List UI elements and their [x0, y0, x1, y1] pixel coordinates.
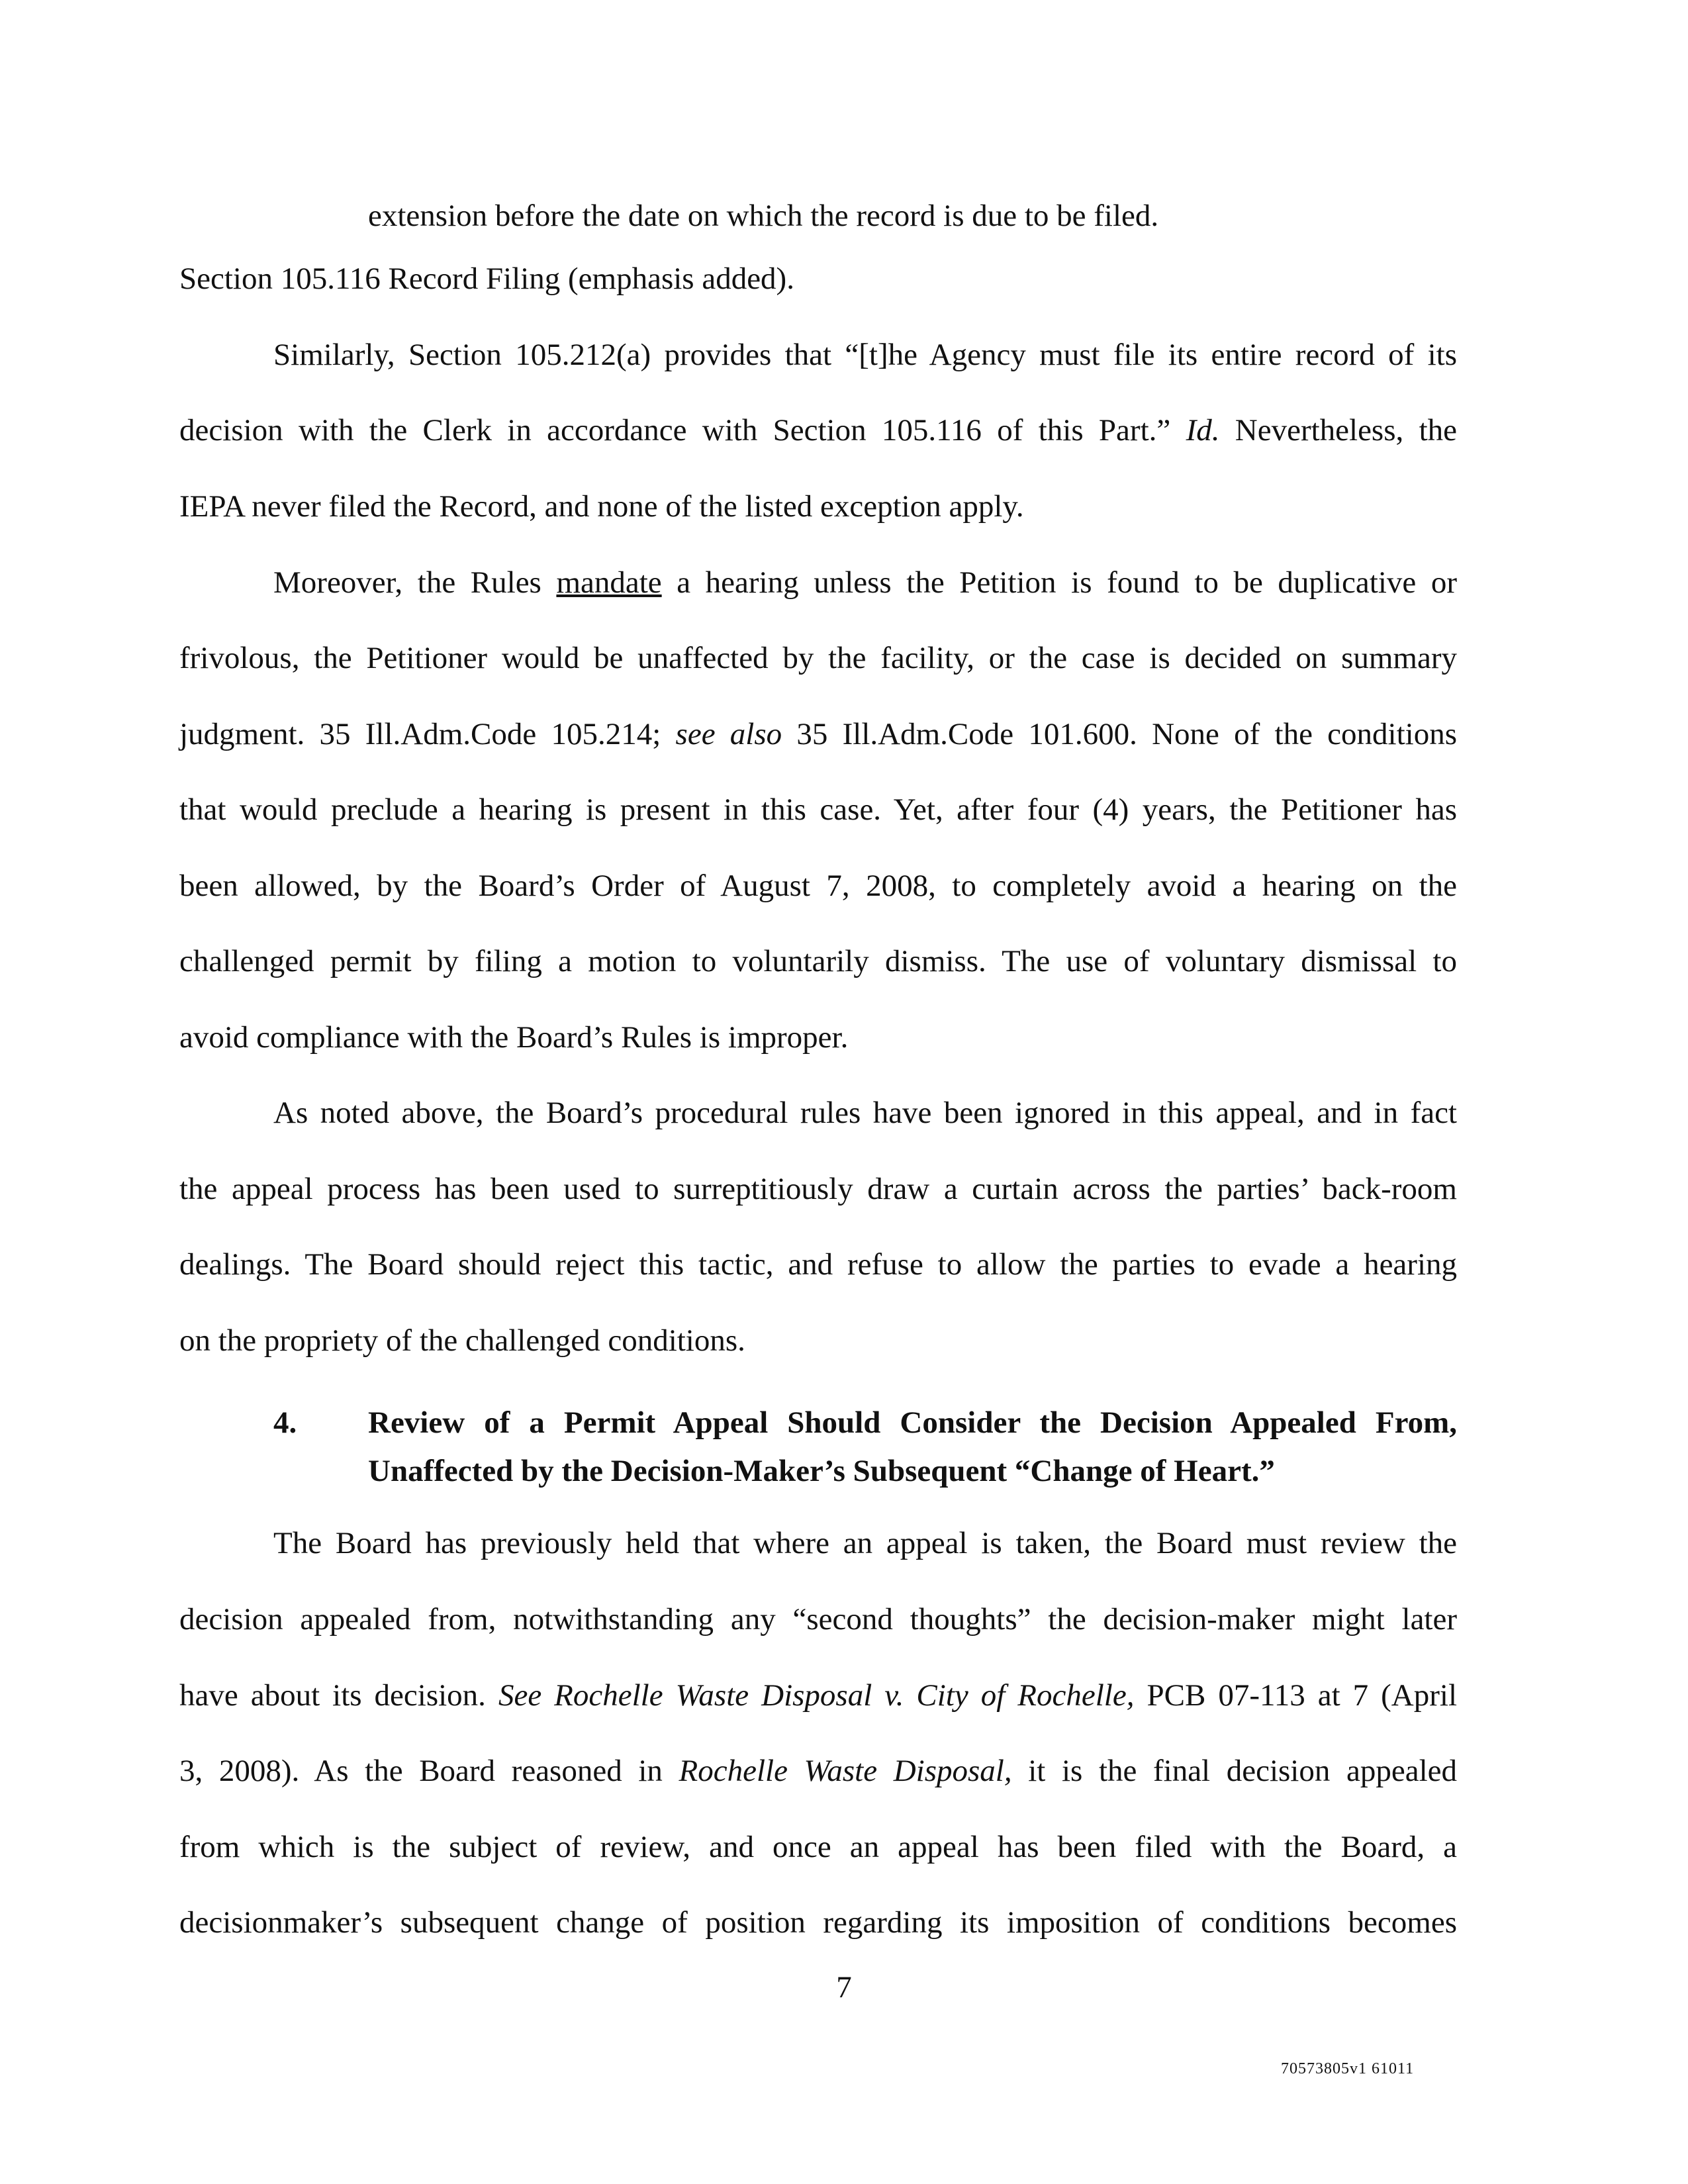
heading-number: 4.	[273, 1405, 297, 1440]
paragraph-line: challenged permit by filing a motion to voluntarily dismiss. The use of voluntary dismissal to	[179, 944, 1457, 978]
paragraph-line: from which is the subject of review, and once an appeal has been filed with the Board, a	[179, 1830, 1457, 1864]
case-name: Rochelle Waste Disposal,	[679, 1754, 1012, 1788]
paragraph-line: decision with the Clerk in accordance with Section 105.116 of this Part.” Id. Nevertheless, the	[179, 413, 1457, 448]
paragraph-line: on the propriety of the challenged conditions.	[179, 1323, 745, 1358]
paragraph-line: 3, 2008). As the Board reasoned in Rochelle Waste Disposal, it is the final decision appealed	[179, 1754, 1457, 1788]
paragraph-line: have about its decision. See Rochelle Waste Disposal v. City of Rochelle, PCB 07-113 at 7 (April	[179, 1678, 1458, 1713]
paragraph-line: been allowed, by the Board’s Order of August 7, 2008, to completely avoid a hearing on the	[179, 869, 1457, 903]
paragraph-line: decisionmaker’s subsequent change of position regarding its imposition of conditions becomes	[179, 1905, 1457, 1940]
paragraph-line: dealings. The Board should reject this tactic, and refuse to allow the parties to evade a hearing	[179, 1247, 1457, 1282]
underlined-mandate: mandate	[556, 565, 662, 600]
paragraph-line: The Board has previously held that where an appeal is taken, the Board must review the	[273, 1526, 1457, 1560]
paragraph-line: As noted above, the Board’s procedural rules have been ignored in this appeal, and in fact	[273, 1096, 1457, 1130]
continuation-line: extension before the date on which the record is due to be filed.	[368, 199, 1159, 233]
paragraph-line: Similarly, Section 105.212(a) provides that “[t]he Agency must file its entire record of its	[273, 338, 1457, 372]
id-citation: Id.	[1186, 413, 1220, 448]
section-heading-line: Review of a Permit Appeal Should Consider the Decision Appealed From,	[368, 1405, 1457, 1440]
paragraph-line: frivolous, the Petitioner would be unaffected by the facility, or the case is decided on summary	[179, 641, 1457, 675]
document-id: 70573805v1 61011	[1281, 2060, 1415, 2077]
case-citation: See Rochelle Waste Disposal v. City of Rochelle,	[498, 1678, 1135, 1713]
paragraph-line: Moreover, the Rules mandate a hearing unless the Petition is found to be duplicative or	[273, 565, 1457, 600]
paragraph-line: avoid compliance with the Board’s Rules is improper.	[179, 1020, 849, 1055]
paragraph-line: decision appealed from, notwithstanding any “second thoughts” the decision-maker might later	[179, 1602, 1457, 1637]
page-number: 7	[836, 1970, 852, 2005]
paragraph-line: judgment. 35 Ill.Adm.Code 105.214; see also 35 Ill.Adm.Code 101.600. None of the conditions	[179, 717, 1458, 751]
paragraph-line: the appeal process has been used to surreptitiously draw a curtain across the parties’ back-room	[179, 1172, 1457, 1206]
see-also-signal: see also	[675, 717, 782, 751]
paragraph-line: that would preclude a hearing is present in this case. Yet, after four (4) years, the Petitioner has	[179, 792, 1457, 827]
section-heading-line: Unaffected by the Decision-Maker’s Subsequent “Change of Heart.”	[368, 1454, 1275, 1488]
section-citation: Section 105.116 Record Filing (emphasis added).	[179, 261, 794, 296]
paragraph-line: IEPA never filed the Record, and none of the listed exception apply.	[179, 489, 1024, 524]
